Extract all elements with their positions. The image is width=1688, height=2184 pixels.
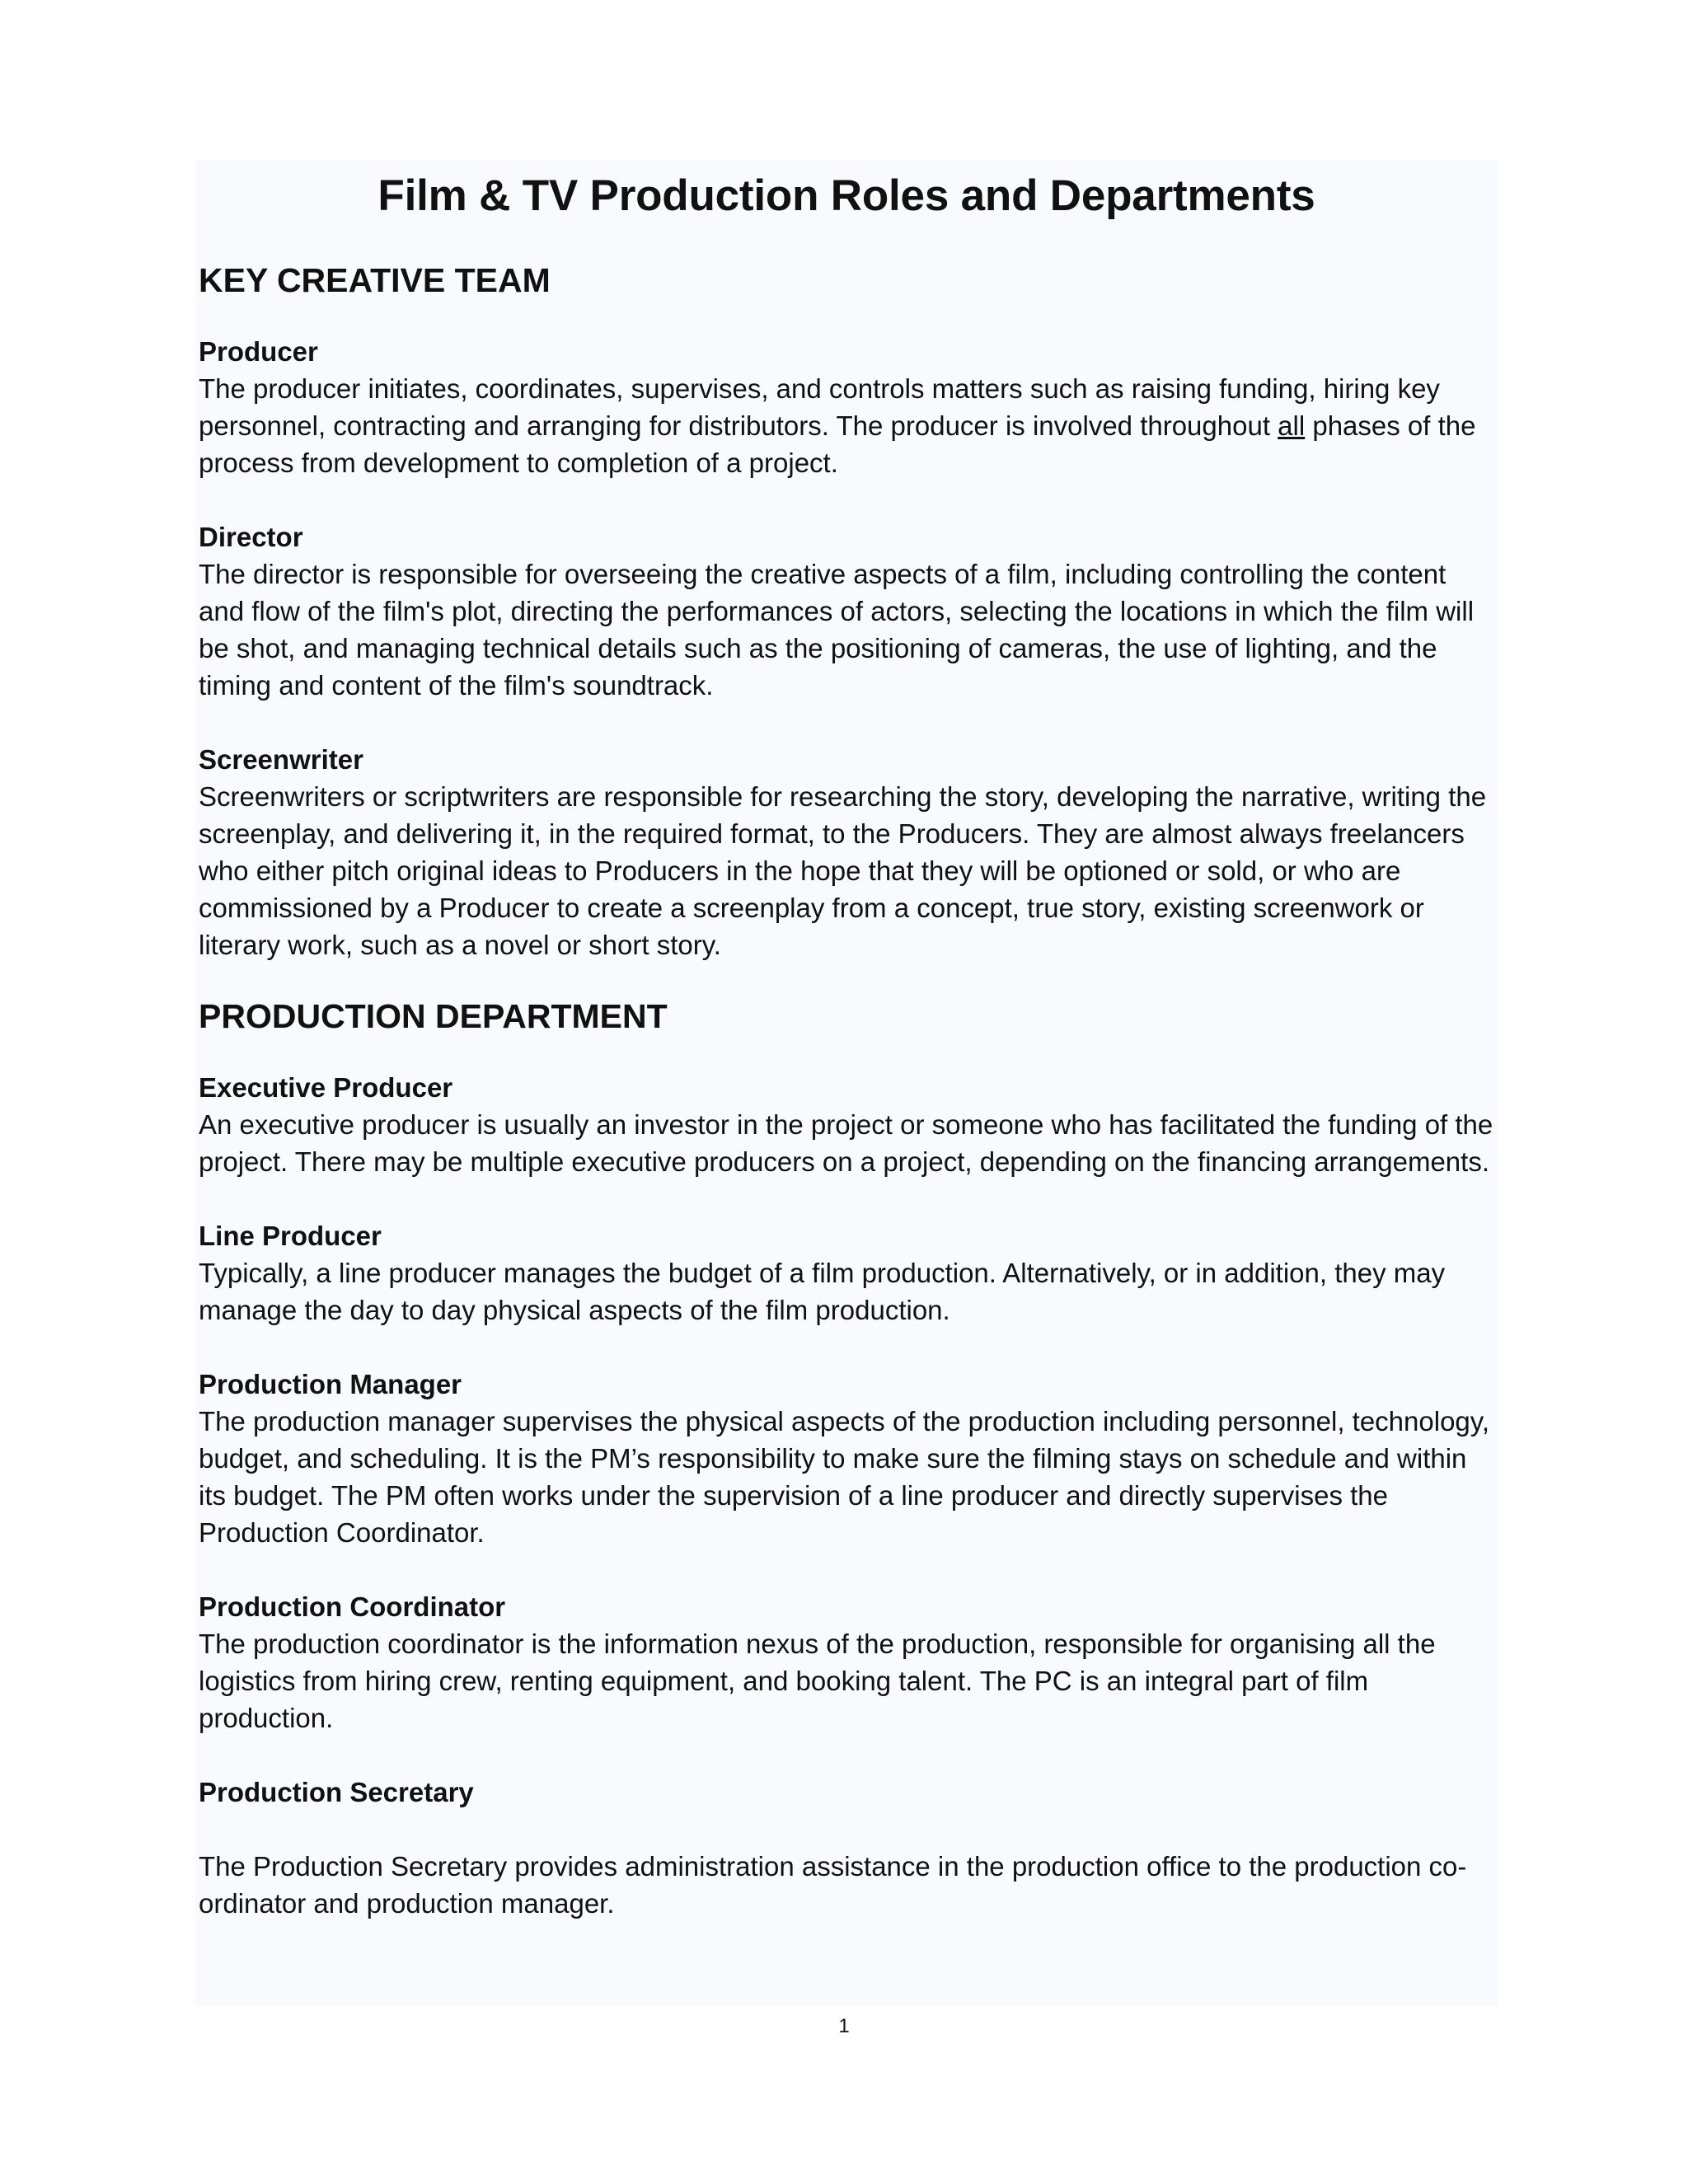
role-production-secretary (199, 1774, 1494, 1922)
role-director (199, 518, 1494, 704)
role-description-part: The producer initiates, coordinates, supervises, and controls matters such as raising funding, hiring key personnel, contracting and arranging for distributors. The producer is involved throughout (199, 373, 1440, 441)
role-title: Executive Producer (199, 1072, 453, 1103)
role-description: Typically, a line producer manages the budget of a film production. Alternatively, or in addition, they may manage the day to day physical aspects of the film production. (199, 1258, 1446, 1325)
role-description: The production manager supervises the physical aspects of the production including personnel, technology, budget, and scheduling. It is the PM’s responsibility to make sure the filming stays on schedule and within its budget. The PM often works under the supervision of a line producer and directly supervises the Production Coordinator. (199, 1406, 1490, 1548)
role-line-producer (199, 1217, 1494, 1329)
role-description: The Production Secretary provides administration assistance in the production office to the production co-ordinator and production manager. (199, 1851, 1467, 1919)
document-title: Film & TV Production Roles and Departments (377, 171, 1315, 220)
document-page (195, 160, 1498, 2006)
role-title: Production Coordinator (199, 1591, 506, 1622)
role-description: The director is responsible for overseeing the creative aspects of a film, including controlling the content and flow of the film's plot, directing the performances of actors, selecting the locations in which the film will be shot, and managing technical details such as the positioning of cameras, the use of lighting, and the timing and content of the film's soundtrack. (199, 559, 1475, 701)
role-executive-producer (199, 1069, 1494, 1180)
page-number: 1 (838, 2015, 850, 2037)
role-production-coordinator (199, 1588, 1494, 1736)
role-production-manager (199, 1366, 1494, 1551)
section-heading-key-creative-team: KEY CREATIVE TEAM (199, 261, 551, 299)
role-description: Screenwriters or scriptwriters are responsible for researching the story, developing the narrative, writing the screenplay, and delivering it, in the required format, to the Producers. They are almost always freelancers who either pitch original ideas to Producers in the hope that they will be optioned or sold, or who are commissioned by a Producer to create a screenplay from a concept, true story, existing screenwork or literary work, such as a novel or short story. (199, 781, 1487, 960)
role-description (199, 370, 1494, 481)
role-title: Producer (199, 336, 318, 367)
role-description: The production coordinator is the information nexus of the production, responsible for organising all the logistics from hiring crew, renting equipment, and booking talent. The PC is an integral part of film production. (199, 1629, 1436, 1733)
blank-line (199, 1811, 1494, 1848)
role-screenwriter (199, 741, 1494, 963)
role-producer (199, 333, 1494, 481)
underlined-word: all (1278, 410, 1306, 441)
role-title: Line Producer (199, 1221, 382, 1251)
section-heading-production-department: PRODUCTION DEPARTMENT (199, 997, 668, 1035)
role-description: An executive producer is usually an investor in the project or someone who has facilitated the funding of the project. There may be multiple executive producers on a project, depending on the financing arrangements. (199, 1109, 1493, 1177)
role-title: Production Manager (199, 1369, 462, 1399)
role-description-part: phases of the process from development to completion of a project. (199, 410, 1476, 478)
role-title: Production Secretary (199, 1777, 474, 1807)
role-title: Director (199, 522, 303, 552)
role-title: Screenwriter (199, 744, 363, 775)
